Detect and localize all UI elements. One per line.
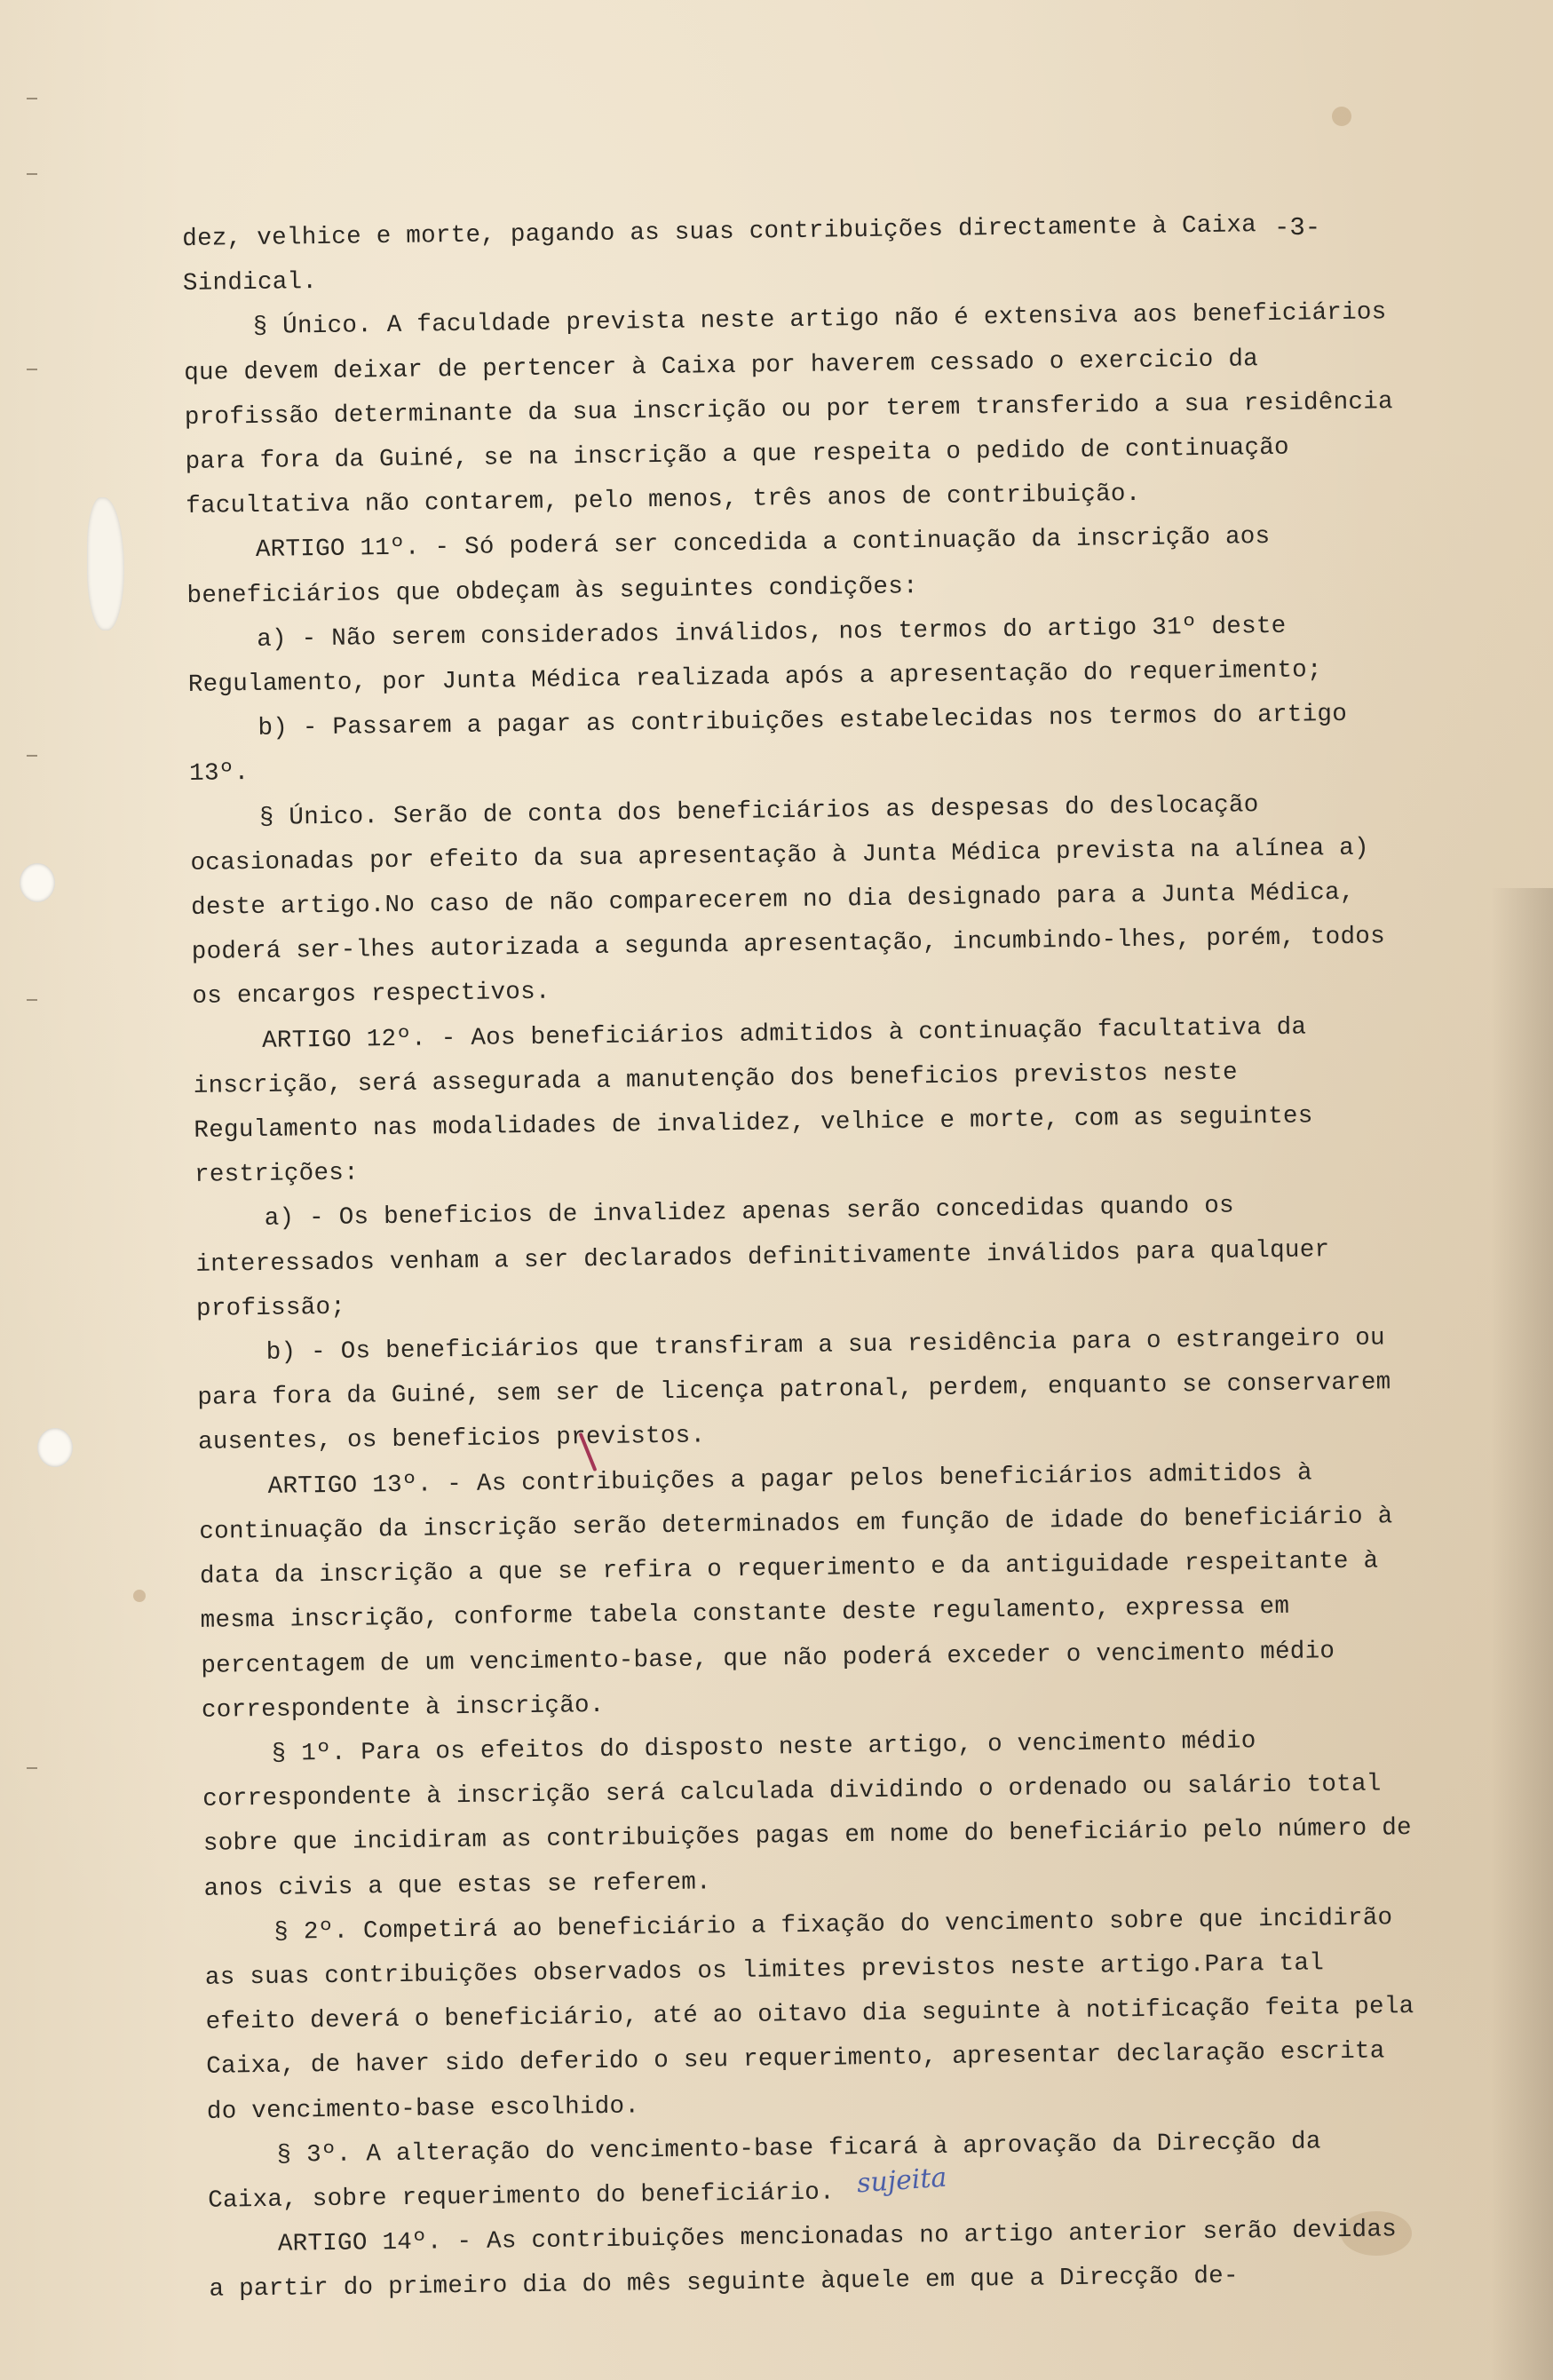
clause: a) - Os beneficios de invalidez apenas serão concedidas quando os interessados venham a ser declarados definitivamente inválidos para qualquer profissão;: [195, 1193, 1330, 1323]
margin-mark: [27, 369, 37, 370]
article-heading: ARTIGO 14º. - As contribuições mencionadas no artigo anterior serão devidas a partir do primeiro dia do mês seguinte àquele em que a Direcção de-: [209, 2216, 1398, 2305]
article-heading: ARTIGO 11º. - Só poderá ser concedida a continuação da inscrição aos beneficiários que obdeçam às seguintes condições:: [186, 523, 1271, 610]
clause: a) - Não serem considerados inválidos, nos termos do artigo 31º deste Regulamento, por Junta Médica realizada após a apresentação do requerimento;: [187, 612, 1323, 699]
paragraph: § 3º. A alteração do vencimento-base ficará à aprovação da Direcção da Caixa, sobre requerimento do beneficiário.: [208, 2128, 1321, 2215]
page-edge-shadow: [1491, 888, 1553, 2380]
paragraph: § Único. Serão de conta dos beneficiários as despesas do deslocação ocasionadas por efeito da sua apresentação à Junta Médica prevista na alínea a) deste artigo.No caso de não comparecerem no dia designado para a Junta Médica, poderá ser-lhes autorizada a segunda apresentação, incumbindo-lhes, porém, todos os encargos respectivos.: [190, 790, 1386, 1012]
margin-mark: [27, 999, 37, 1001]
margin-mark: [27, 755, 37, 757]
paragraph: § Único. A faculdade prevista neste artigo não é extensiva aos beneficiários que devem deixar de pertencer à Caixa por haverem cessado o exercicio da profissão determinante da sua inscrição ou por terem transferido a sua residência para fora da Guiné, se na inscrição a que respeita o pedido de continuação facultativa não contarem, pelo menos, três anos de contribuição.: [184, 298, 1394, 521]
clause: b) - Os beneficiários que transfiram a sua residência para o estrangeiro ou para fora da Guiné, sem ser de licença patronal, perdem, enquanto se conservarem ausentes, os beneficios previstos.: [197, 1324, 1391, 1457]
clause: b) - Passarem a pagar as contribuições estabelecidas nos termos do artigo 13º.: [189, 701, 1348, 789]
article-heading: ARTIGO 13º. - As contribuições a pagar pelos beneficiários admitidos à continuação da inscrição serão determinados em função de idade do beneficiário à data da inscrição a que se refira o requerimento e da antiguidade respeitante à mesma inscrição, conforme tabela constante deste regulamento, expressa em percentagem de um vencimento-base, que não poderá exceder o vencimento médio correspondente à inscrição.: [199, 1459, 1393, 1725]
stain: [1332, 107, 1351, 126]
paragraph: § 2º. Competirá ao beneficiário a fixação do vencimento sobre que incidirão as suas contribuições observados os limites previstos neste artigo.Para tal efeito deverá o beneficiário, até ao oitavo dia seguinte à notificação feita pela Caixa, de haver sido deferido o seu requerimento, apresentar declaração escrita do vencimento-base escolhido.: [204, 1904, 1414, 2126]
margin-mark: [27, 98, 37, 99]
punch-hole: [37, 1428, 73, 1467]
margin-mark: [27, 173, 37, 175]
paper-tear: [87, 497, 124, 631]
paragraph: dez, velhice e morte, pagando as suas contribuições directamente à Caixa Sindical.: [182, 211, 1257, 298]
article-heading: ARTIGO 12º. - Aos beneficiários admitidos à continuação facultativa da inscrição, será assegurada a manutenção dos beneficios previstos neste Regulamento nas modalidades de invalidez, velhice e morte, com as seguintes restrições:: [193, 1013, 1313, 1190]
page-number: -3-: [1274, 213, 1321, 242]
handwritten-annotation: sujeita: [855, 2162, 948, 2200]
punch-hole: [20, 863, 55, 902]
margin-mark: [27, 1767, 37, 1769]
document-body: [182, 202, 1426, 2313]
stain: [133, 1590, 146, 1602]
paragraph: § 1º. Para os efeitos do disposto neste artigo, o vencimento médio correspondente à inscrição será calculada dividindo o ordenado ou salário total sobre que incidiram as contribuições pagas em nome do beneficiário pelo número de anos civis a que estas se referem.: [202, 1727, 1413, 1903]
